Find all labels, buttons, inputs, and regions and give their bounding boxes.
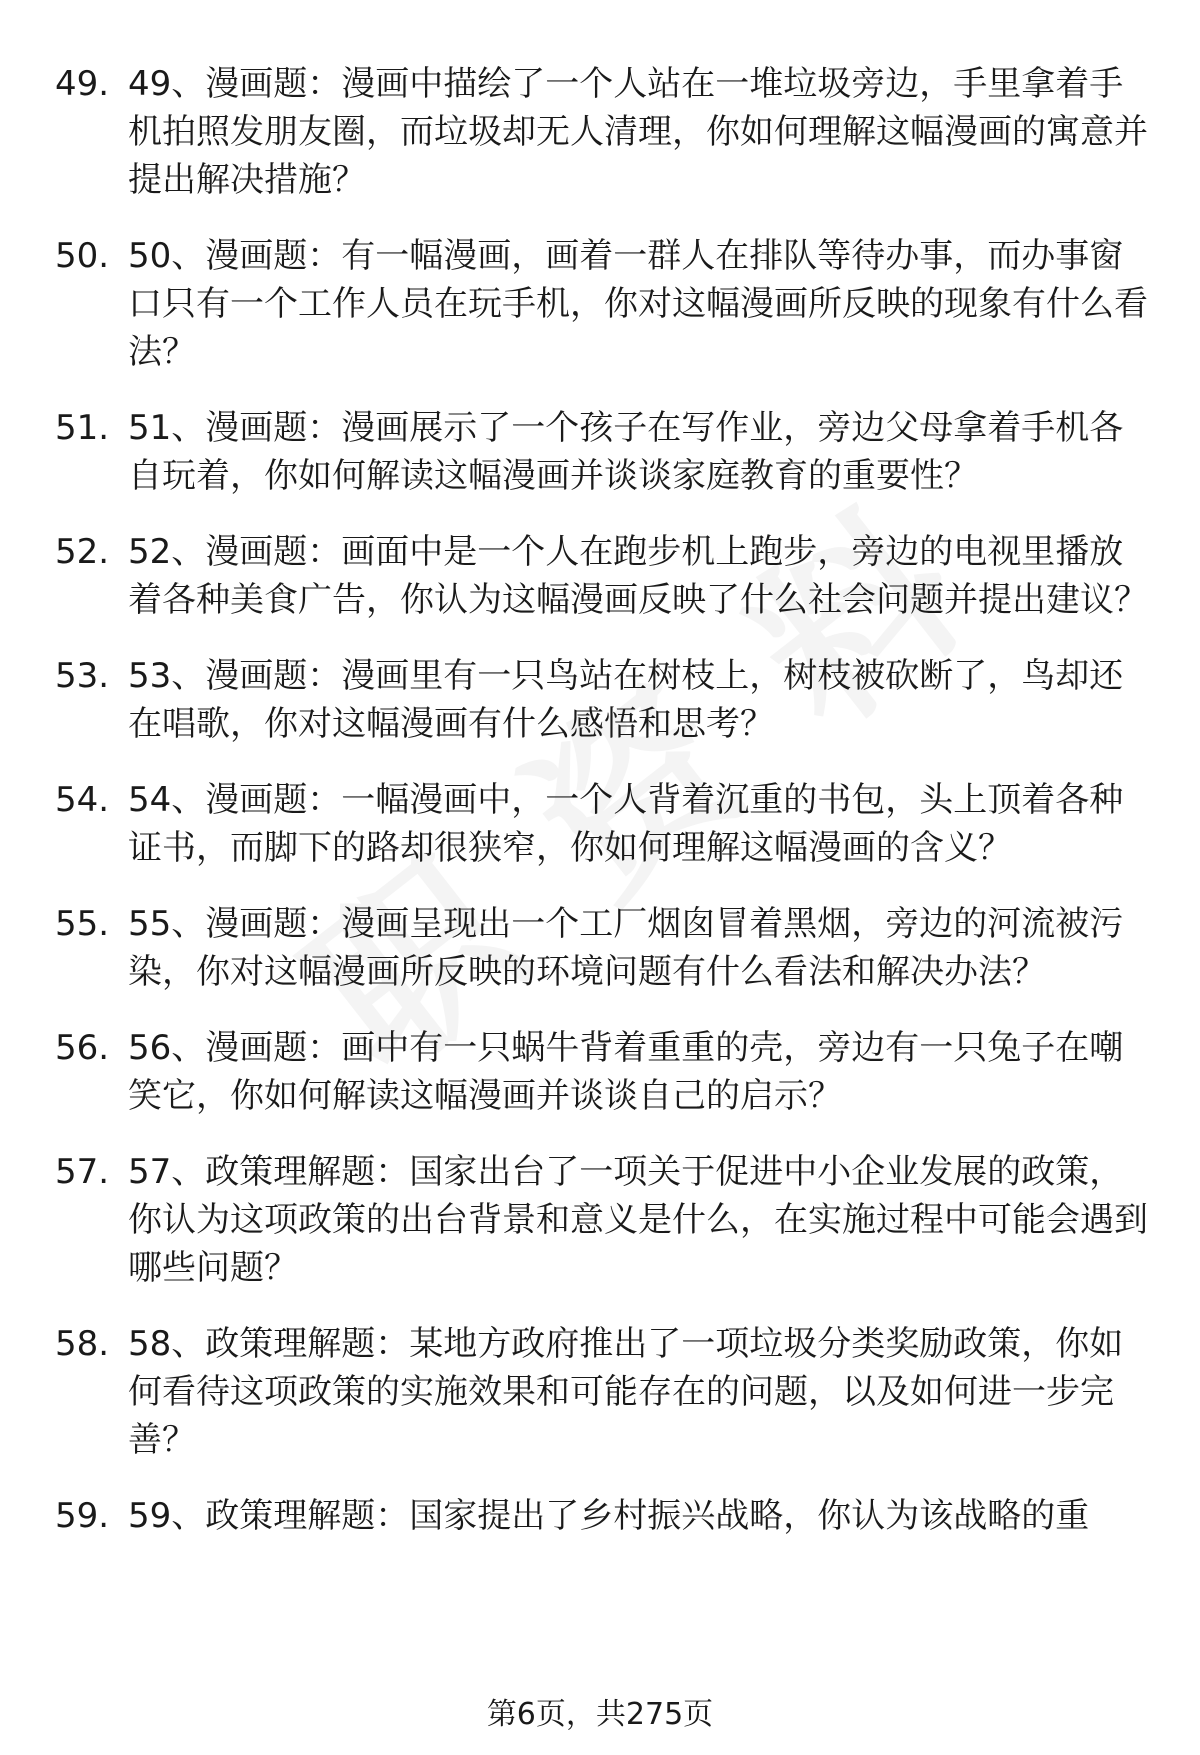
- question-number: 52.: [55, 532, 110, 572]
- list-item: [55, 652, 1155, 748]
- question-number: 54.: [55, 780, 110, 820]
- page-footer: 第6页，共275页: [486, 1697, 714, 1732]
- list-item: [55, 1492, 1155, 1540]
- question-number: 58.: [55, 1324, 110, 1364]
- question-number: 50.: [55, 236, 110, 276]
- question-number: 59.: [55, 1496, 110, 1536]
- question-text: 54、漫画题：一幅漫画中，一个人背着沉重的书包，头上顶着各种证书，而脚下的路却很狭窄，你如何理解这幅漫画的含义？: [128, 780, 1124, 868]
- question-list: [55, 60, 1155, 1568]
- question-number: 55.: [55, 904, 110, 944]
- question-number: 53.: [55, 656, 110, 696]
- list-item: [55, 232, 1155, 376]
- question-text: 49、漫画题：漫画中描绘了一个人站在一堆垃圾旁边，手里拿着手机拍照发朋友圈，而垃圾却无人清理，你如何理解这幅漫画的寓意并提出解决措施？: [128, 64, 1148, 200]
- question-number: 57.: [55, 1152, 110, 1192]
- question-text: 50、漫画题：有一幅漫画，画着一群人在排队等待办事，而办事窗口只有一个工作人员在玩手机，你对这幅漫画所反映的现象有什么看法？: [128, 236, 1148, 372]
- question-text: 51、漫画题：漫画展示了一个孩子在写作业，旁边父母拿着手机各自玩着，你如何解读这幅漫画并谈谈家庭教育的重要性？: [128, 408, 1124, 496]
- list-item: [55, 528, 1155, 624]
- question-number: 49.: [55, 64, 110, 104]
- list-item: [55, 60, 1155, 204]
- question-text: 58、政策理解题：某地方政府推出了一项垃圾分类奖励政策，你如何看待这项政策的实施效果和可能存在的问题，以及如何进一步完善？: [128, 1324, 1124, 1460]
- question-text: 55、漫画题：漫画呈现出一个工厂烟囱冒着黑烟，旁边的河流被污染，你对这幅漫画所反映的环境问题有什么看法和解决办法？: [128, 904, 1124, 992]
- question-number: 51.: [55, 408, 110, 448]
- list-item: [55, 1024, 1155, 1120]
- question-text: 59、政策理解题：国家提出了乡村振兴战略，你认为该战略的重: [128, 1496, 1090, 1536]
- question-text: 52、漫画题：画面中是一个人在跑步机上跑步，旁边的电视里播放着各种美食广告，你认为这幅漫画反映了什么社会问题并提出建议？: [128, 532, 1148, 620]
- question-number: 56.: [55, 1028, 110, 1068]
- question-text: 56、漫画题：画中有一只蜗牛背着重重的壳，旁边有一只兔子在嘲笑它，你如何解读这幅漫画并谈谈自己的启示？: [128, 1028, 1124, 1116]
- list-item: [55, 900, 1155, 996]
- list-item: [55, 1320, 1155, 1464]
- list-item: [55, 1148, 1155, 1292]
- question-text: 57、政策理解题：国家出台了一项关于促进中小企业发展的政策，你认为这项政策的出台背景和意义是什么，在实施过程中可能会遇到哪些问题？: [128, 1152, 1148, 1288]
- list-item: [55, 404, 1155, 500]
- question-text: 53、漫画题：漫画里有一只鸟站在树枝上，树枝被砍断了，鸟却还在唱歌，你对这幅漫画有什么感悟和思考？: [128, 656, 1124, 744]
- list-item: [55, 776, 1155, 872]
